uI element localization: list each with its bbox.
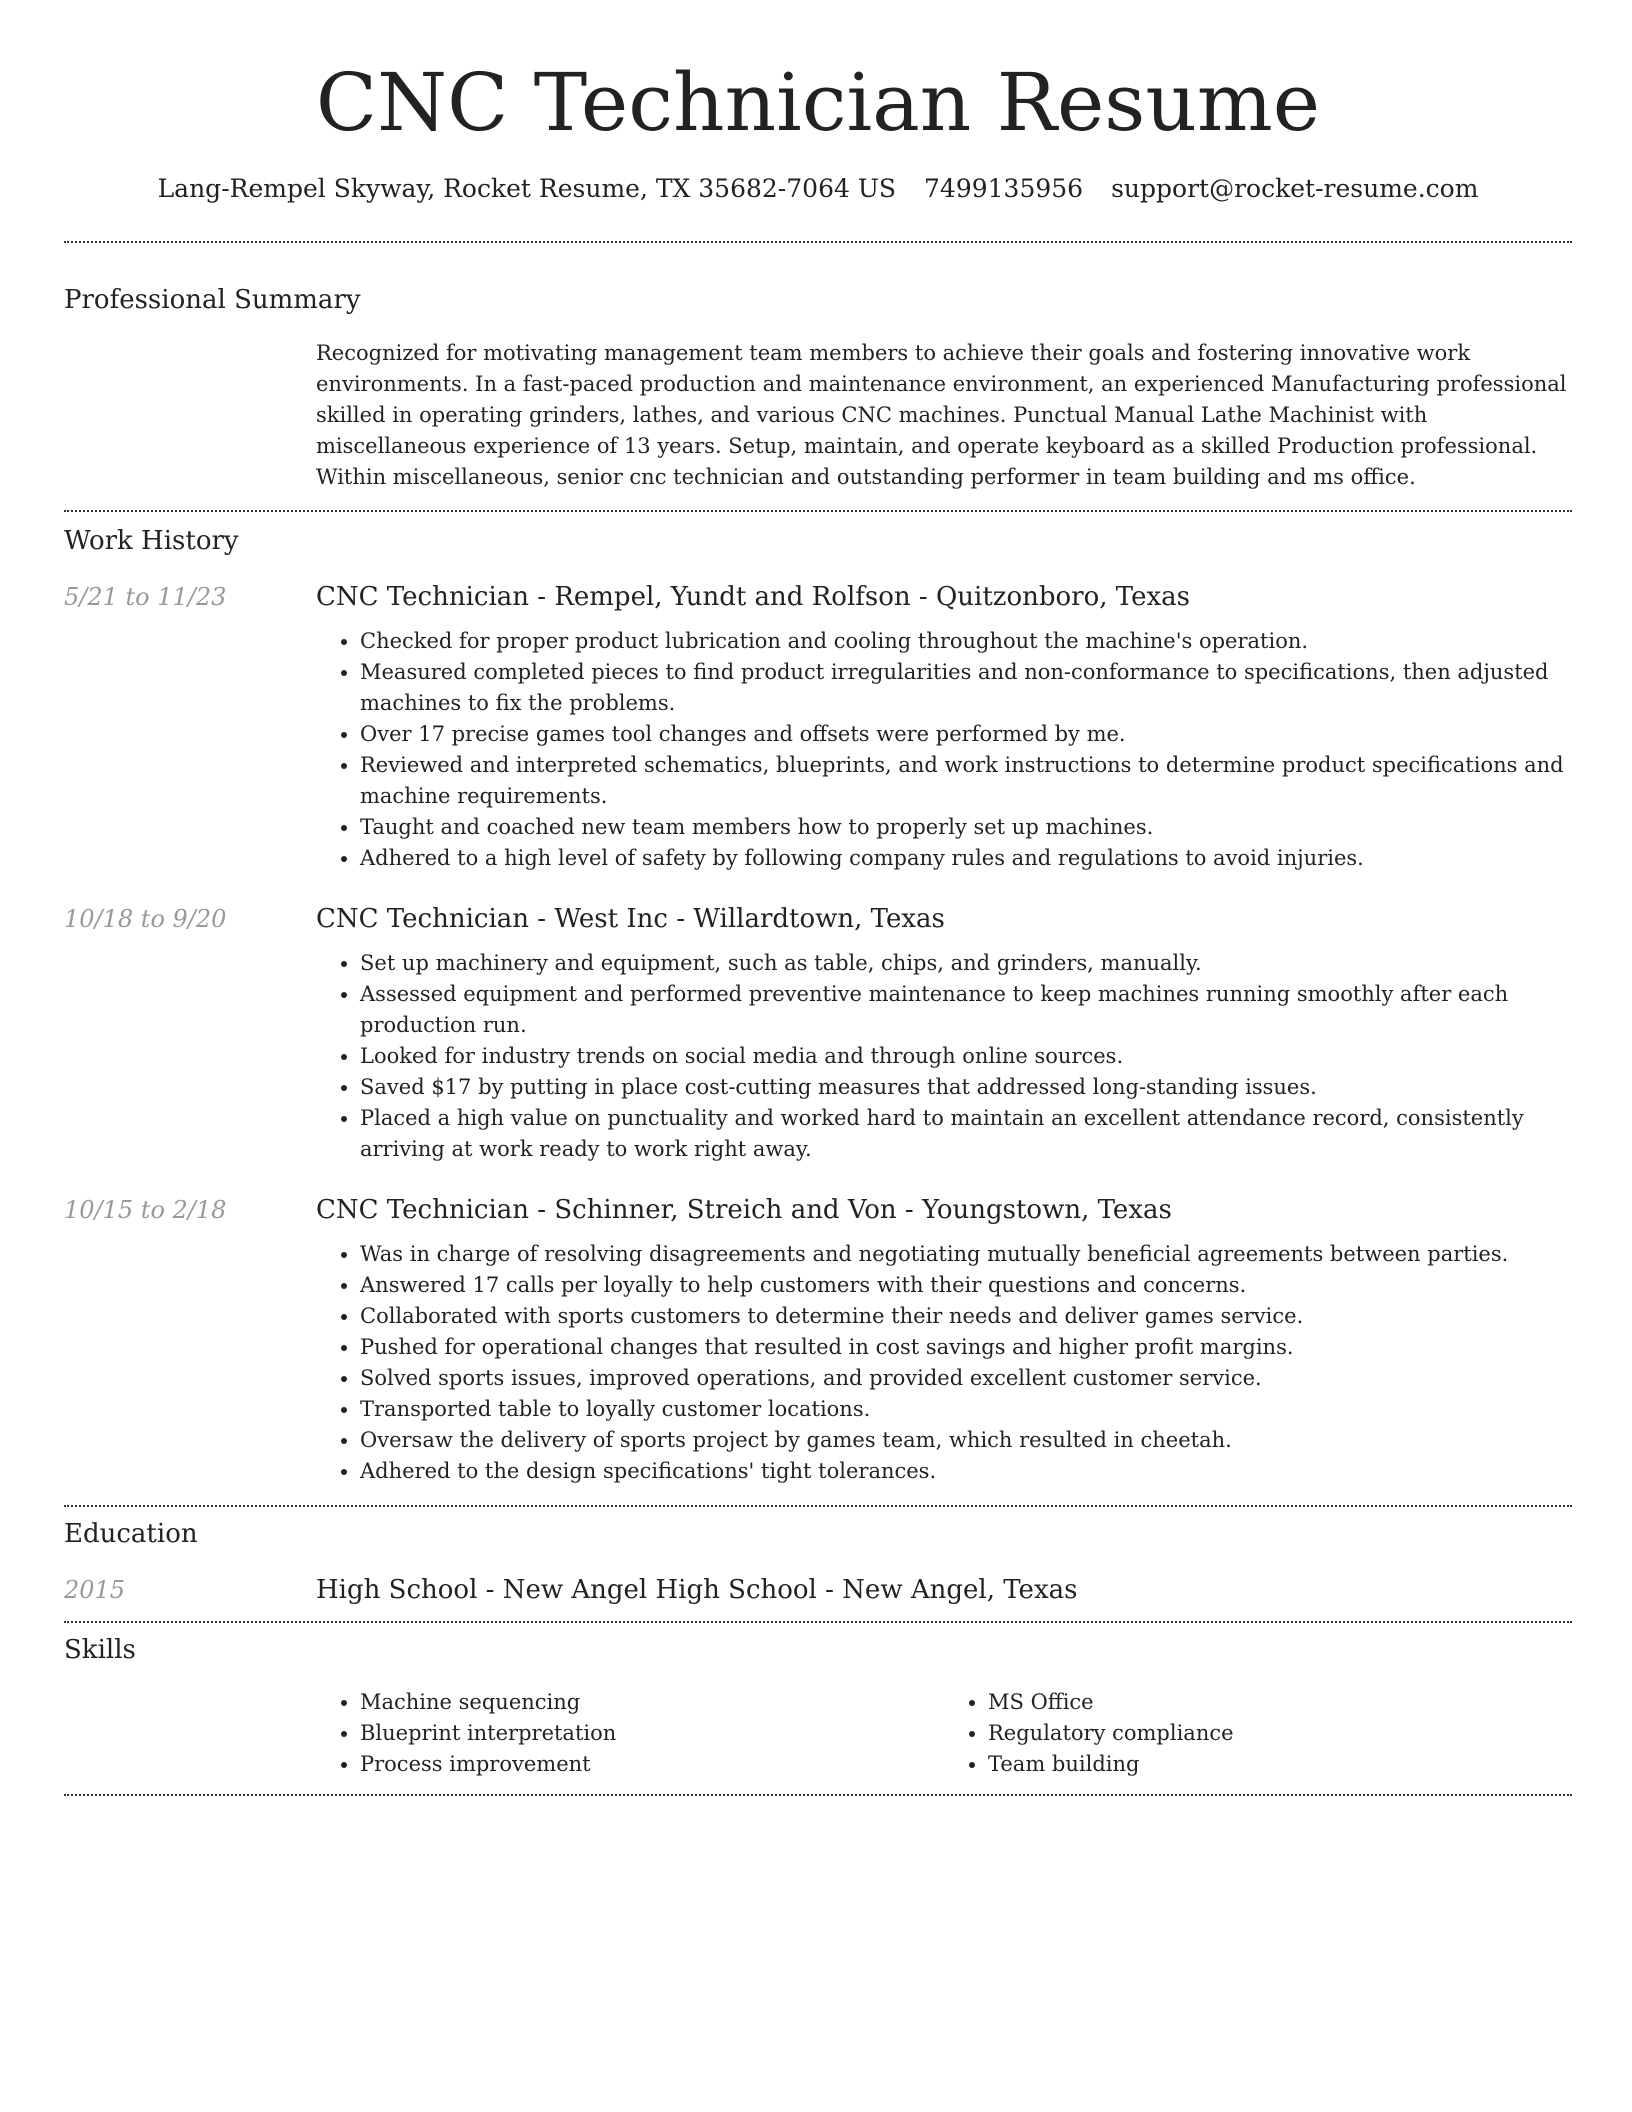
skills-list: [316, 1687, 1572, 1780]
education-section-title: Education: [64, 1519, 198, 1549]
job-bullets: [316, 1239, 1572, 1487]
job-bullet: • Checked for proper product lubrication and cooling throughout the machine's operation.: [360, 626, 1572, 657]
job-dates: 10/15 to 2/18: [64, 1196, 227, 1224]
job-heading: CNC Technician - West Inc - Willardtown, Texas: [316, 904, 945, 934]
job-bullet: • Pushed for operational changes that resulted in cost savings and higher profit margins.: [360, 1332, 1572, 1363]
skill-item: • Process improvement: [360, 1749, 944, 1780]
job-bullet: • Assessed equipment and performed preventive maintenance to keep machines running smoothly after each production run.: [360, 979, 1572, 1041]
job-bullet: • Was in charge of resolving disagreements and negotiating mutually beneficial agreements between parties.: [360, 1239, 1572, 1270]
job-heading: CNC Technician - Rempel, Yundt and Rolfson - Quitzonboro, Texas: [316, 582, 1190, 612]
contact-address: Lang-Rempel Skyway, Rocket Resume, TX 35682-7064 US: [157, 174, 897, 203]
job-entry: [64, 902, 1572, 1165]
skill-item: • Machine sequencing: [360, 1687, 944, 1718]
education-heading: High School - New Angel High School - New Angel, Texas: [316, 1575, 1078, 1605]
summary-text: Recognized for motivating management team members to achieve their goals and fostering innovative work environments. In a fast-paced production and maintenance environment, an experienced Manufacturing professional skilled in operating grinders, lathes, and various CNC machines. Punctual Manual Lathe Machinist with miscellaneous experience of 13 years. Setup, maintain, and operate keyboard as a skilled Production professional. Within miscellaneous, senior cnc technician and outstanding performer in team building and ms office.: [316, 341, 1567, 489]
work-section-title: Work History: [64, 526, 239, 556]
job-bullet: • Transported table to loyally customer locations.: [360, 1394, 1572, 1425]
job-bullet: • Adhered to a high level of safety by following company rules and regulations to avoid injuries.: [360, 843, 1572, 874]
skills-section-title: Skills: [64, 1635, 136, 1665]
skills-column-right: [944, 1687, 1572, 1780]
education-year: 2015: [64, 1576, 126, 1604]
education-entry: [64, 1573, 1572, 1607]
job-entry: [64, 1193, 1572, 1487]
skill-item: • Team building: [988, 1749, 1572, 1780]
job-bullet: • Solved sports issues, improved operations, and provided excellent customer service.: [360, 1363, 1572, 1394]
skill-item: • Regulatory compliance: [988, 1718, 1572, 1749]
job-bullet: • Set up machinery and equipment, such as table, chips, and grinders, manually.: [360, 948, 1572, 979]
section-divider: [64, 241, 1572, 243]
section-divider: [64, 1505, 1572, 1507]
job-bullet: • Looked for industry trends on social media and through online sources.: [360, 1041, 1572, 1072]
contact-line: [64, 172, 1572, 206]
job-entry: [64, 580, 1572, 874]
job-bullet: • Reviewed and interpreted schematics, blueprints, and work instructions to determine product specifications and machine requirements.: [360, 750, 1572, 812]
section-divider: [64, 1794, 1572, 1796]
summary-section-title: Professional Summary: [64, 285, 361, 315]
job-dates: 5/21 to 11/23: [64, 583, 227, 611]
resume-page: [64, 0, 1572, 1796]
job-bullet: • Taught and coached new team members how to properly set up machines.: [360, 812, 1572, 843]
job-dates: 10/18 to 9/20: [64, 905, 227, 933]
job-bullet: • Adhered to the design specifications' tight tolerances.: [360, 1456, 1572, 1487]
job-bullet: • Over 17 precise games tool changes and offsets were performed by me.: [360, 719, 1572, 750]
job-bullet: • Collaborated with sports customers to determine their needs and deliver games service.: [360, 1301, 1572, 1332]
job-bullet: • Oversaw the delivery of sports project by games team, which resulted in cheetah.: [360, 1425, 1572, 1456]
job-bullet: • Measured completed pieces to find product irregularities and non-conformance to specifications, then adjusted machines to fix the problems.: [360, 657, 1572, 719]
section-divider: [64, 510, 1572, 512]
job-bullet: • Saved $17 by putting in place cost-cutting measures that addressed long-standing issues.: [360, 1072, 1572, 1103]
section-divider: [64, 1621, 1572, 1623]
contact-phone: 7499135956: [924, 174, 1084, 203]
contact-email[interactable]: support@rocket-resume.com: [1111, 174, 1479, 203]
job-bullet: • Answered 17 calls per loyally to help customers with their questions and concerns.: [360, 1270, 1572, 1301]
resume-title: CNC Technician Resume: [315, 56, 1321, 149]
job-bullets: [316, 948, 1572, 1165]
job-bullet: • Placed a high value on punctuality and worked hard to maintain an excellent attendance record, consistently arriving at work ready to work right away.: [360, 1103, 1572, 1165]
job-bullets: [316, 626, 1572, 874]
job-heading: CNC Technician - Schinner, Streich and Von - Youngstown, Texas: [316, 1195, 1172, 1225]
skills-column-left: [316, 1687, 944, 1780]
skill-item: • Blueprint interpretation: [360, 1718, 944, 1749]
skill-item: • MS Office: [988, 1687, 1572, 1718]
